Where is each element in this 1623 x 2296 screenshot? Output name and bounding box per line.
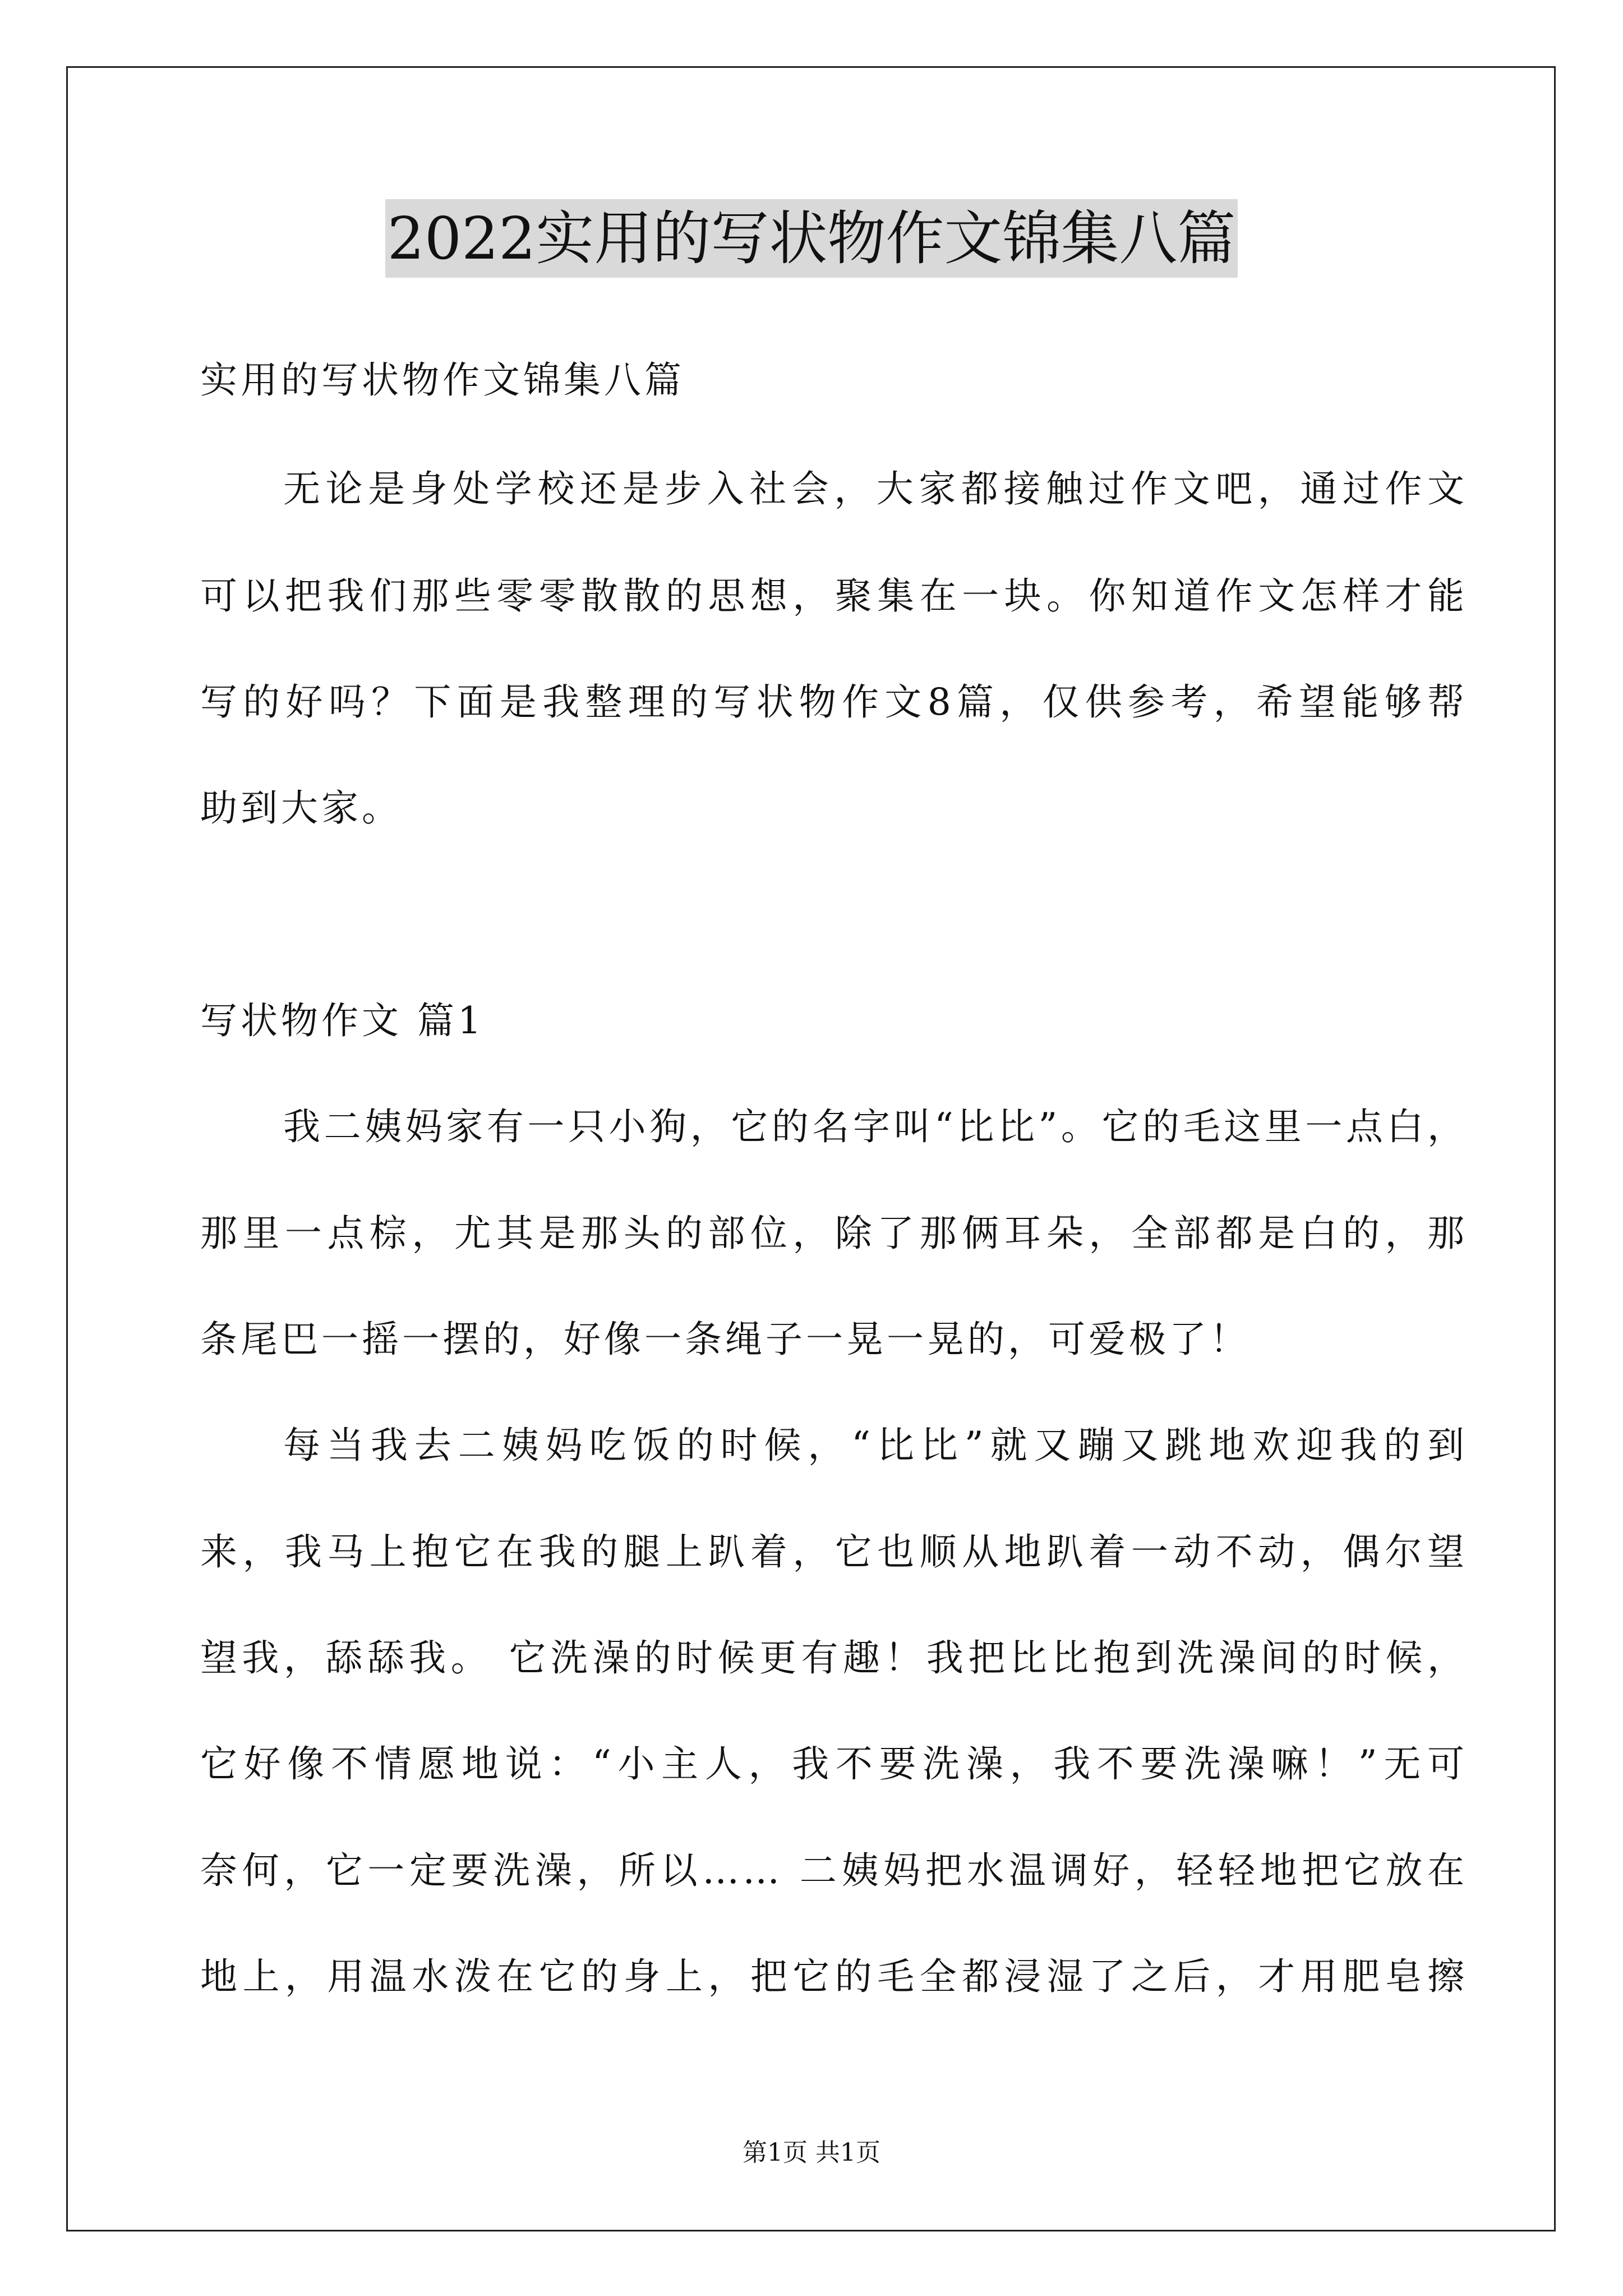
document-subtitle: 实用的写状物作文锦集八篇 (200, 358, 685, 402)
section-heading: 写状物作文 篇1 (200, 999, 485, 1042)
para1-line-2: 那里一点棕，尤其是那头的部位，除了那俩耳朵，全部都是白的，那 (200, 1212, 1468, 1255)
para2-line-6: 地上，用温水泼在它的身上，把它的毛全都浸湿了之后，才用肥皂擦 (200, 1955, 1468, 1998)
para2-line-5: 奈何，它一定要洗澡，所以…… 二姨妈把水温调好，轻轻地把它放在 (200, 1849, 1468, 1892)
page-footer: 第1页 共1页 (743, 2138, 880, 2167)
para2-line-2: 来，我马上抱它在我的腿上趴着，它也顺从地趴着一动不动，偶尔望 (200, 1530, 1468, 1573)
intro-line-2: 可以把我们那些零零散散的思想，聚集在一块。你知道作文怎样才能 (200, 574, 1468, 618)
para2-line-3: 望我，舔舔我。 它洗澡的时候更有趣！我把比比抱到洗澡间的时候， (200, 1636, 1468, 1680)
para2-line-4: 它好像不情愿地说：“小主人，我不要洗澡，我不要洗澡嘛！”无可 (200, 1742, 1468, 1786)
title-container (0, 199, 1623, 278)
intro-line-1: 无论是身处学校还是步入社会，大家都接触过作文吧，通过作文 (283, 467, 1468, 510)
intro-line-3: 写的好吗？下面是我整理的写状物作文8篇，仅供参考，希望能够帮 (200, 680, 1468, 724)
para1-line-1: 我二姨妈家有一只小狗，它的名字叫“比比”。它的毛这里一点白， (283, 1105, 1468, 1148)
intro-line-4: 助到大家。 (200, 786, 402, 830)
para2-line-1: 每当我去二姨妈吃饭的时候，“比比”就又蹦又跳地欢迎我的到 (283, 1424, 1468, 1467)
document-title: 2022实用的写状物作文锦集八篇 (385, 199, 1238, 278)
para1-line-3: 条尾巴一摇一摆的，好像一条绳子一晃一晃的，可爱极了！ (200, 1318, 1250, 1361)
